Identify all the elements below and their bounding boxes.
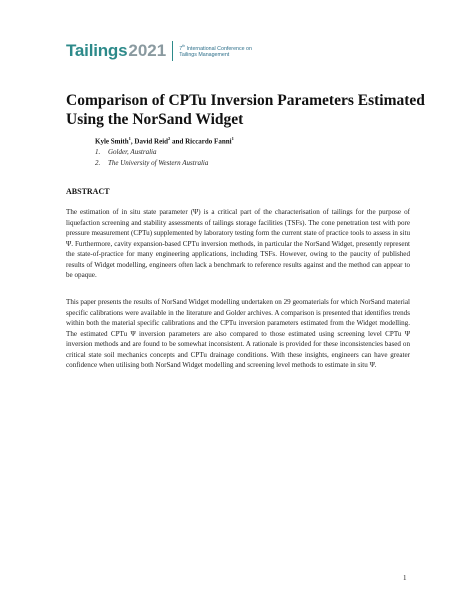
header-divider <box>172 41 173 61</box>
abstract-heading: ABSTRACT <box>66 187 110 196</box>
affiliation-1: 1. Golder, Australia <box>95 148 157 156</box>
author-3: Riccardo Fanni <box>185 137 232 146</box>
conference-name <box>179 43 252 60</box>
abstract-paragraph-2: This paper presents the results of NorSand Widget modelling undertaken on 29 geomaterials for which NorSand material specific calibrations were available in the literature and Golder archives. A comparison is presented that identifies trends within both the material specific calibrations and the CPTu inversion parameters estimated from the Widget modelling. The estimated CPTu Ψ inversion parameters are also compared to those estimated using screening level CPTu Ψ inversion methods and are found to be somewhat inconsistent. A rationale is provided for these inconsistencies based on critical state soil mechanics concepts and CPTu drainage conditions. With these insights, engineers can have greater confidence when utilising both NorSand Widget modelling and screening level methods to estimate in situ Ψ. <box>66 298 410 369</box>
page-number: 1 <box>403 574 407 582</box>
author-list: Kyle Smith$^1$, David Reid$^2$ and Riccardo Fanni$^1$ <box>95 136 234 146</box>
conference-header <box>66 40 252 62</box>
conference-line-2: Tailings Management <box>179 52 230 59</box>
paper-title: Comparison of CPTu Inversion Parameters Estimated Using the NorSand Widget <box>66 92 425 128</box>
author-1: Kyle Smith <box>95 137 129 146</box>
author-2: David Reid <box>134 137 169 146</box>
abstract-paragraph-1: The estimation of in situ state parameter (Ψ) is a critical part of the characterisation of tailings for the purpose of liquefaction screening and stability assessments of tailings storage facilities (TSFs). The cone penetration test with pore pressure measurement (CPTu) supplemented by laboratory testing form the current state of practice tools to assess in situ Ψ. Furthermore, cavity expansion-based CPTu inversion methods, in particular the NorSand Widget, presently represent the state-of-practice for many engineering applications, including TSFs. However, owing to the paucity of published results of Widget modelling, engineers often lack a benchmark to reference results against and the method can appear to be opaque. <box>66 208 410 279</box>
conference-line-1: 7th International Conference on <box>179 43 252 52</box>
logo-word: Tailings <box>66 41 128 60</box>
affiliation-2: 2. The University of Western Australia <box>95 159 209 167</box>
logo-year: 2021 <box>128 41 167 60</box>
